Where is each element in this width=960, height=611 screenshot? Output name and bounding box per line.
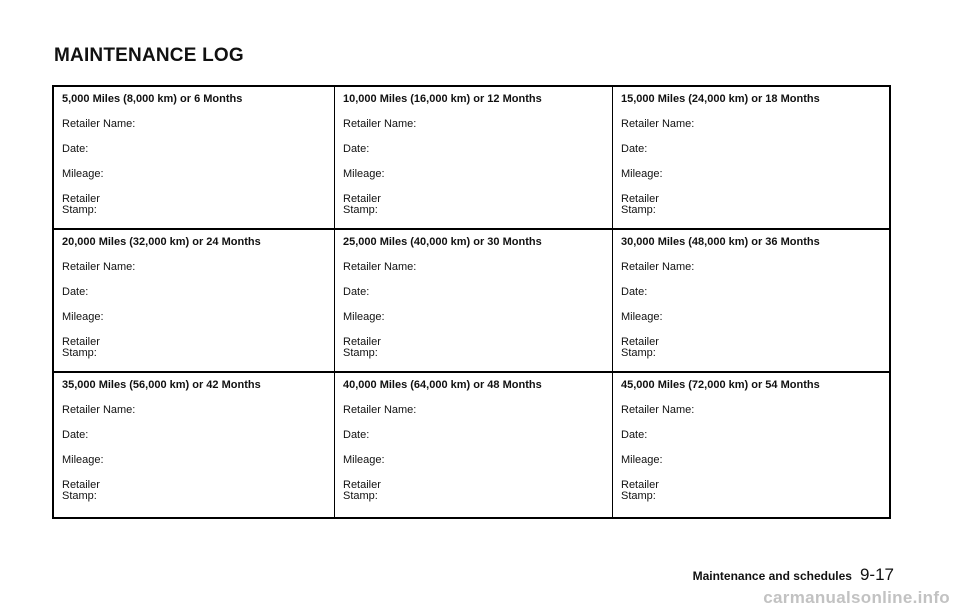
log-interval-heading: 5,000 Miles (8,000 km) or 6 Months xyxy=(62,93,243,105)
mileage-label: Mileage: xyxy=(343,168,385,180)
retailer-name-label: Retailer Name: xyxy=(62,261,136,273)
log-interval-heading: 35,000 Miles (56,000 km) or 42 Months xyxy=(62,379,261,391)
log-cell xyxy=(54,87,335,230)
retailer-stamp-label-line2: Stamp: xyxy=(62,490,97,502)
log-cell xyxy=(613,87,889,230)
page-title: MAINTENANCE LOG xyxy=(54,45,244,66)
log-interval-heading: 10,000 Miles (16,000 km) or 12 Months xyxy=(343,93,542,105)
mileage-label: Mileage: xyxy=(62,168,104,180)
log-interval-heading: 15,000 Miles (24,000 km) or 18 Months xyxy=(621,93,820,105)
date-label: Date: xyxy=(343,143,370,155)
date-label: Date: xyxy=(621,143,648,155)
retailer-stamp-label-line2: Stamp: xyxy=(62,347,97,359)
date-label: Date: xyxy=(343,286,370,298)
retailer-stamp-label-line1: Retailer xyxy=(621,336,659,348)
log-cell xyxy=(613,230,889,373)
retailer-name-label: Retailer Name: xyxy=(343,404,417,416)
date-label: Date: xyxy=(343,429,370,441)
log-interval-heading: 40,000 Miles (64,000 km) or 48 Months xyxy=(343,379,542,391)
retailer-stamp-label-line2: Stamp: xyxy=(343,490,378,502)
retailer-name-label: Retailer Name: xyxy=(343,261,417,273)
mileage-label: Mileage: xyxy=(62,454,104,466)
retailer-stamp-label-line2: Stamp: xyxy=(343,204,378,216)
log-cell xyxy=(335,373,613,517)
retailer-name-label: Retailer Name: xyxy=(621,261,695,273)
log-cell xyxy=(335,87,613,230)
maintenance-log-table xyxy=(52,85,891,519)
mileage-label: Mileage: xyxy=(621,311,663,323)
log-cell xyxy=(613,373,889,517)
retailer-stamp-label-line1: Retailer xyxy=(621,479,659,491)
page-number: 9-17 xyxy=(859,565,894,584)
mileage-label: Mileage: xyxy=(62,311,104,323)
retailer-name-label: Retailer Name: xyxy=(621,404,695,416)
retailer-stamp-label-line2: Stamp: xyxy=(62,204,97,216)
retailer-name-label: Retailer Name: xyxy=(62,404,136,416)
footer-section-title: Maintenance and schedules xyxy=(692,569,852,583)
retailer-stamp-label-line2: Stamp: xyxy=(621,347,656,359)
retailer-stamp-label-line2: Stamp: xyxy=(621,490,656,502)
retailer-stamp-label-line1: Retailer xyxy=(343,336,381,348)
retailer-stamp-label-line1: Retailer xyxy=(62,336,100,348)
date-label: Date: xyxy=(62,143,89,155)
retailer-stamp-label-line1: Retailer xyxy=(62,193,100,205)
page-footer xyxy=(693,565,894,585)
log-cell xyxy=(54,373,335,517)
date-label: Date: xyxy=(621,429,648,441)
log-cell xyxy=(335,230,613,373)
log-cell xyxy=(54,230,335,373)
log-interval-heading: 25,000 Miles (40,000 km) or 30 Months xyxy=(343,236,542,248)
date-label: Date: xyxy=(621,286,648,298)
retailer-stamp-label-line1: Retailer xyxy=(62,479,100,491)
retailer-name-label: Retailer Name: xyxy=(62,118,136,130)
date-label: Date: xyxy=(62,429,89,441)
date-label: Date: xyxy=(62,286,89,298)
retailer-name-label: Retailer Name: xyxy=(343,118,417,130)
log-interval-heading: 20,000 Miles (32,000 km) or 24 Months xyxy=(62,236,261,248)
retailer-stamp-label-line1: Retailer xyxy=(621,193,659,205)
mileage-label: Mileage: xyxy=(621,168,663,180)
retailer-stamp-label-line2: Stamp: xyxy=(343,347,378,359)
log-interval-heading: 45,000 Miles (72,000 km) or 54 Months xyxy=(621,379,820,391)
mileage-label: Mileage: xyxy=(621,454,663,466)
retailer-stamp-label-line1: Retailer xyxy=(343,193,381,205)
retailer-stamp-label-line2: Stamp: xyxy=(621,204,656,216)
retailer-name-label: Retailer Name: xyxy=(621,118,695,130)
watermark: carmanualsonline.info xyxy=(763,588,950,607)
log-interval-heading: 30,000 Miles (48,000 km) or 36 Months xyxy=(621,236,820,248)
retailer-stamp-label-line1: Retailer xyxy=(343,479,381,491)
mileage-label: Mileage: xyxy=(343,311,385,323)
mileage-label: Mileage: xyxy=(343,454,385,466)
